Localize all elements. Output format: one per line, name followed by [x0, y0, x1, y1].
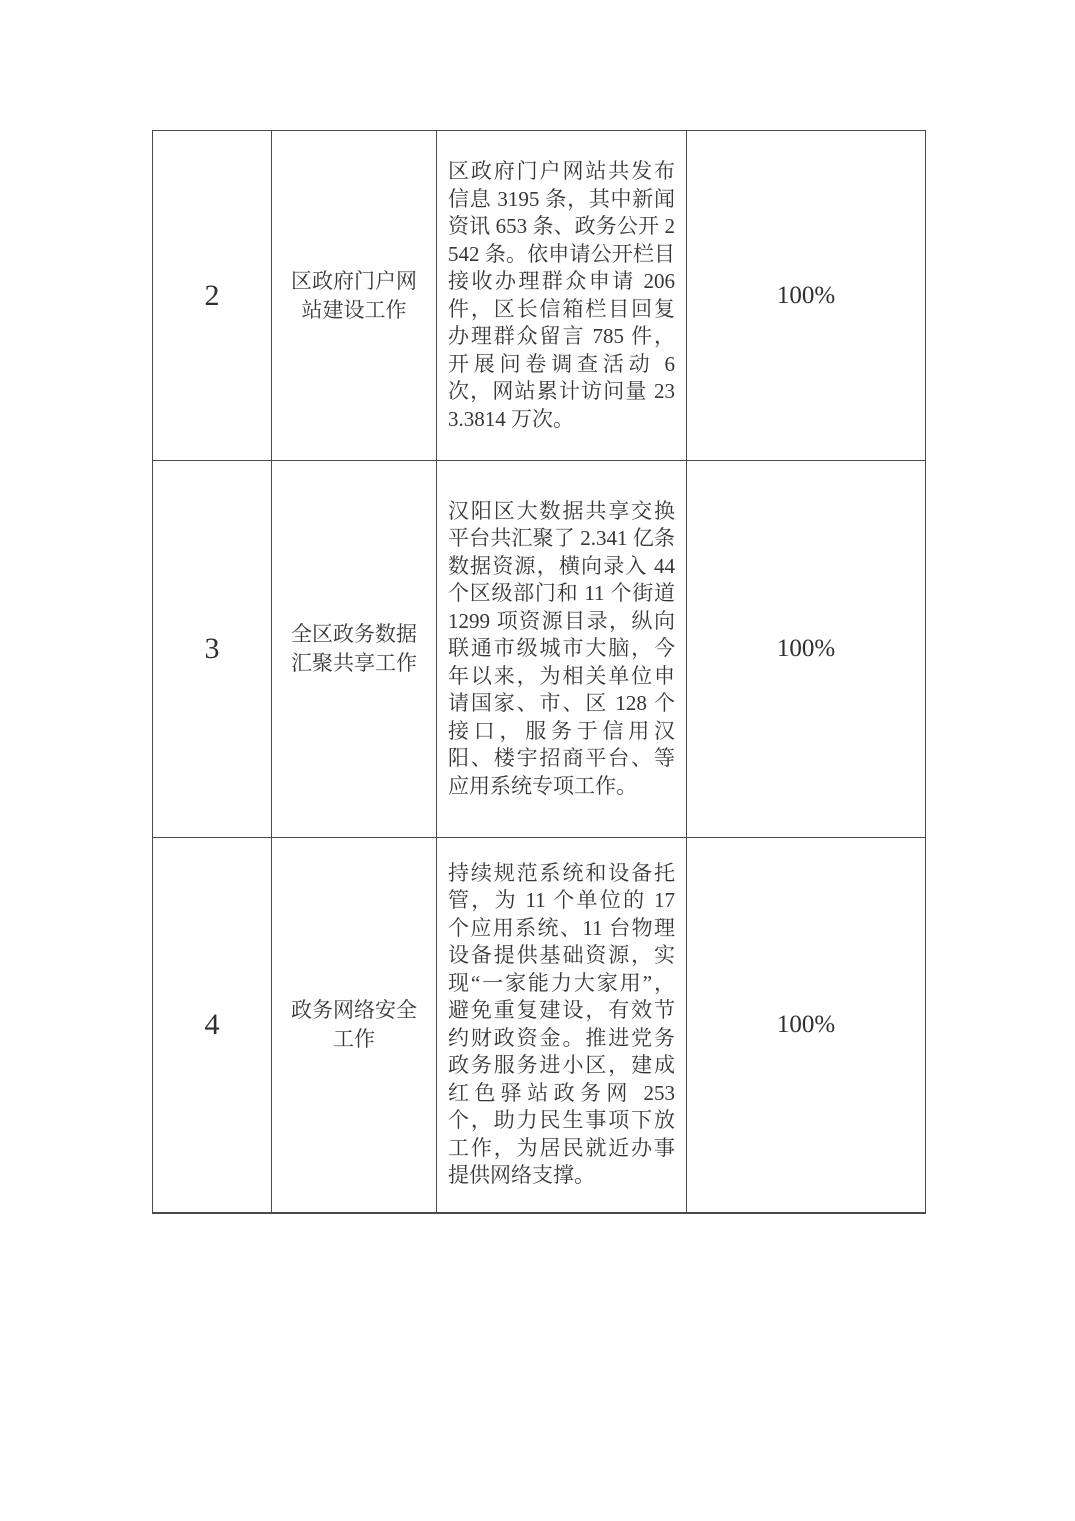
completion-rate: 100%: [776, 1010, 836, 1038]
completion-rate-cell: [687, 131, 926, 461]
row-number-cell: [153, 131, 272, 461]
table-row: [153, 838, 926, 1213]
row-number: 4: [204, 1007, 220, 1041]
task-name: 区政府门户网站建设工作: [291, 268, 417, 322]
task-name: 政务网络安全工作: [291, 997, 417, 1051]
task-detail: 持续规范系统和设备托管，为 11 个单位的 17 个应用系统、11 台物理设备提供基础资源，实现“一家能力大家用”，避免重复建设，有效节约财政资金。推进党务政务服务进小区，建成红色驿站政务网 253 个，助力民生事项下放工作，为居民就近办事提供网络支撑。: [448, 860, 675, 1188]
row-number: 3: [204, 632, 220, 665]
completion-rate: 100%: [776, 635, 836, 662]
task-name: 全区政务数据汇聚共享工作: [291, 622, 417, 675]
task-detail-cell: [437, 131, 687, 461]
table-row: [153, 461, 926, 838]
row-number-cell: [153, 838, 272, 1213]
task-name-cell: [272, 131, 437, 461]
completion-rate: 100%: [776, 281, 836, 309]
task-name-cell: [272, 838, 437, 1213]
report-table: [152, 130, 926, 1214]
row-number-cell: [153, 461, 272, 838]
task-name-cell: [272, 461, 437, 838]
completion-rate-cell: [687, 838, 926, 1213]
task-detail: 区政府门户网站共发布信息 3195 条，其中新闻资讯 653 条、政务公开 2542 条。依申请公开栏目接收办理群众申请 206 件，区长信箱栏目回复办理群众留言 785 件，开展问卷调查活动 6 次，网站累计访问量 233.3814 万次。: [448, 159, 675, 431]
row-number: 2: [204, 278, 220, 312]
task-detail-cell: [437, 838, 687, 1213]
task-detail-cell: [437, 461, 687, 838]
table-row: [153, 131, 926, 461]
completion-rate-cell: [687, 461, 926, 838]
task-detail: 汉阳区大数据共享交换平台共汇聚了 2.341 亿条数据资源，横向录入 44 个区级部门和 11 个街道 1299 项资源目录，纵向联通市级城市大脑，今年以来，为相关单位申请国家、市、区 128 个接口，服务于信用汉阳、楼宇招商平台、等应用系统专项工作。: [448, 498, 675, 798]
